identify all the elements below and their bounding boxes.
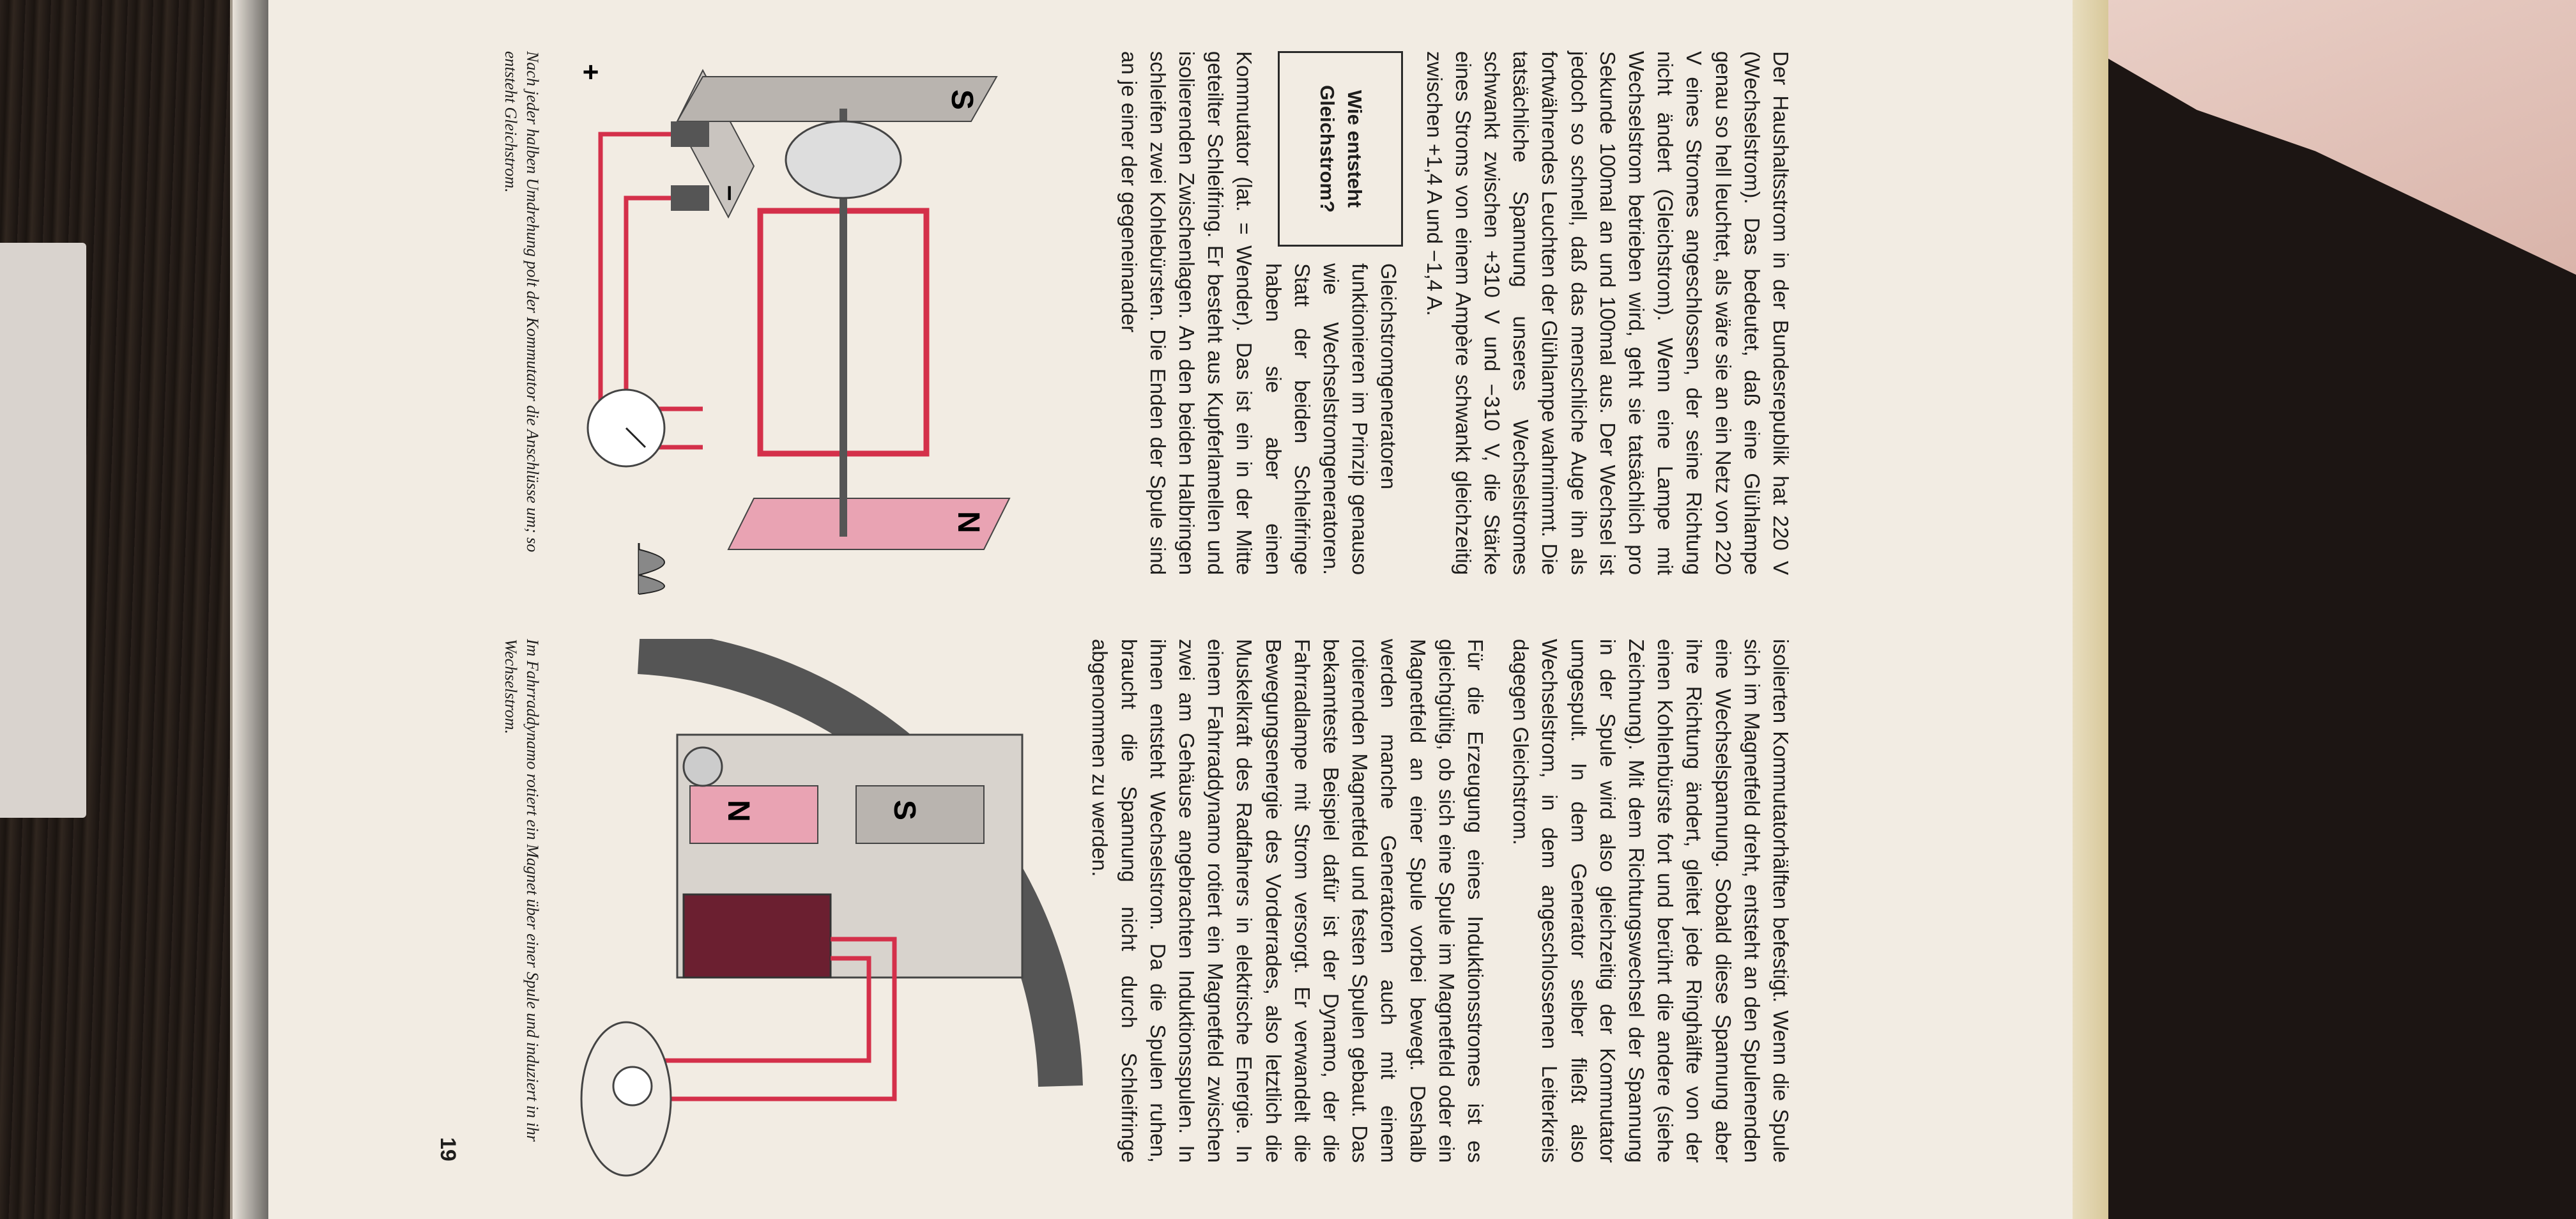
paragraph: Der Haushaltsstrom in der Bundesrepublik hat 220 V (Wechselstrom). Das bedeutet, daß eine Glühlampe genau so hell leuchtet, als wäre sie an ein Netz von 220 V eines Stromes angeschlossen, der seine Richtung nicht ändert (Gleichstrom). Wenn eine Lampe mit Wechselstrom betrieben wird, geht sie tatsächlich pro Sekunde 100mal an und 100mal aus. Der Wechsel ist jedoch so schnell, daß das menschliche Auge ihn als fortwährendes Leuchten der Glühlampe wahrnimmt. Die tatsächliche Spannung unseres Wechselstromes schwankt zwischen +310 V und −310 V, die Stärke eines Stroms von einem Ampère schwankt gleichzeitig zwischen +1,4 A und −1,4 A. (1422, 51, 1793, 575)
right-column (1069, 639, 1795, 1163)
light-bulb-icon (613, 1067, 652, 1105)
bicycle-dynamo-illustration (562, 639, 1086, 1188)
south-label: S (945, 89, 979, 111)
wire (626, 198, 703, 409)
left-column (1098, 51, 1795, 575)
page-content (307, 51, 1795, 1176)
dc-wave (639, 549, 664, 594)
commutator (786, 121, 901, 198)
page-number: 19 (436, 1137, 460, 1162)
paragraph: isolierten Kommutatorhälften befestigt. Wenn die Spule sich im Magnetfeld dreht, entsteht an den Spulenenden eine Wechselspannung. Sobald diese Spannung aber ihre Richtung ändert, gleitet jede Ringhälfte von der einen Kohlenbürste fort und berührt die andere (siehe Zeichnung). Mit dem Richtungswechsel der Spannung in der Spule wird also gleichzeitig der Kommutator umgespult. In dem Generator selber fließt also Wechselstrom, in dem angeschlossenen Leiterkreis dagegen Gleichstrom. (1509, 639, 1793, 1163)
info-box-title: Wie entsteht Gleichstrom? (1316, 85, 1366, 213)
induction-coil (684, 894, 831, 977)
carbon-brush (671, 121, 709, 147)
plus-label: + (575, 64, 606, 80)
figure-caption: Nach jeder halben Umdrehung polt der Kommutator die Anschlüsse um; so entsteht Gleichstrom. (502, 51, 542, 553)
north-label: N (951, 511, 985, 533)
figure-caption: Im Fahrraddynamo rotiert ein Magnet über einer Spule und induziert in ihr Wechselstrom. (502, 639, 542, 1142)
paragraph: Für die Erzeugung eines Induktionsstromes ist es gleichgültig, ob sich eine Spule im Magnetfeld oder ein Magnetfeld an einer Spule vorbei bewegt. Deshalb werden manche Generatoren auch mit einem rotierenden Magnetfeld und festen Spulen gebaut. Das bekannteste Beispiel dafür ist der Dynamo, der die Fahrradlampe mit Strom versorgt. Er verwandelt die Bewegungsenergie des Vorderrades, also letztlich die Muskelkraft des Radfahrers in elektrische Energie. In einem Fahrraddynamo rotiert ein Magnetfeld zwischen zwei am Gehäuse angebrachten Induktionsspulen. In ihnen entsteht Wechselstrom. Da die Spulen ruhen, braucht die Spannung nicht durch Schleifringe abgenommen zu werden. (1088, 639, 1487, 1163)
north-label: N (721, 800, 755, 822)
info-box (1278, 51, 1403, 247)
paper-strip (0, 243, 86, 818)
dc-generator-illustration (562, 51, 1086, 601)
paragraph: Gleichstromgeneratoren funktionieren im Prinzip genauso wie Wechselstromgeneratoren. Statt der beiden Schleifringe haben sie aber einen Kommutator (lat. = Wender). Das ist ein in der Mitte geteilter Schleifring. Er besteht aus Kupferlamellen und isolierenden Zwischenlagen. An den beiden Halbringen schleifen zwei Kohlebürsten. Die Enden der Spule sind an je einer der gegeneinander (1117, 51, 1401, 575)
south-label: S (887, 800, 921, 821)
carbon-brush (671, 185, 709, 211)
minus-label: – (716, 185, 747, 201)
drive-roller (684, 747, 722, 786)
book-shadow (230, 0, 268, 1219)
